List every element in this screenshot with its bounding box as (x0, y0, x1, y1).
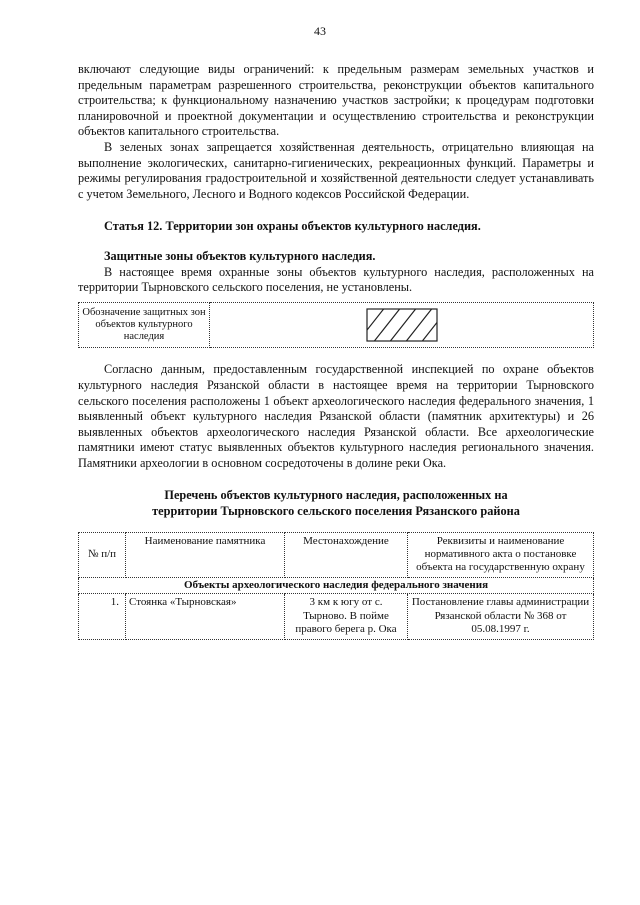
header-requisites: Реквизиты и наименование нормативного акта о постановке объекта на государственную охрану (408, 532, 594, 577)
section-subheading: Защитные зоны объектов культурного наследия. (104, 248, 376, 263)
hatch-pattern-icon (366, 308, 438, 342)
header-num: № п/п (79, 532, 126, 577)
list-title-line-2: территории Тырновского сельского поселения Рязанского района (152, 504, 520, 519)
legend-table (78, 302, 594, 349)
page-number: 43 (314, 24, 326, 38)
paragraph-green-zones: В зеленых зонах запрещается хозяйственная деятельность, отрицательно влияющая на выполнение экологических, санитарно-гигиенических, рекреационных функций. Параметры и режимы регулирования градостроительной и хозяйственной деятельности следует устанавливать с учетом Земельного, Лесного и Водного кодексов Российской Федерации. (78, 139, 594, 201)
row-requisites: Постановление главы администрации Рязанской области № 368 от 05.08.1997 г. (408, 594, 594, 639)
row-num: 1. (79, 594, 126, 639)
heritage-objects-table (78, 532, 594, 640)
table-row (79, 594, 594, 639)
article-heading: Статья 12. Территории зон охраны объектов культурного наследия. (104, 219, 481, 234)
header-name: Наименование памятника (126, 532, 285, 577)
document-body (78, 62, 594, 640)
row-name: Стоянка «Тырновская» (126, 594, 285, 639)
legend-label: Обозначение защитных зон объектов культурного наследия (79, 302, 210, 348)
list-title-line-1: Перечень объектов культурного наследия, расположенных на (164, 488, 508, 503)
row-location: 3 км к югу от с. Тырново. В пойме правого берега р. Ока (285, 594, 408, 639)
paragraph-inspection-data: Согласно данным, предоставленным государственной инспекцией по охране объектов культурного наследия Рязанской области в настоящее время на территории Тырновского сельского поселения расположены 1 объект археологического наследия федерального значения, 1 выявленный объект культурного наследия Рязанской области (памятник архитектуры) и 26 выявленных объектов археологического наследия Рязанской области. Все археологические памятники имеют статус выявленных объектов культурного наследия регионального значения. Памятники археологии в основном сосредоточены в долине реки Ока. (78, 362, 594, 470)
table-header-row (79, 532, 594, 577)
section-label: Объекты археологического наследия федерального значения (79, 577, 594, 593)
paragraph-restrictions: включают следующие виды ограничений: к предельным размерам земельных участков и предельным параметрам разрешенного строительства, реконструкции объектов капитального строительства; к функциональному назначению участков застройки; к процедурам подготовки планировочной и проектной документации и осуществлению строительства и реконструкции объектов капитального строительства. (78, 62, 594, 139)
legend-symbol-cell (210, 302, 594, 348)
paragraph-protection-zones: В настоящее время охранные зоны объектов культурного наследия, расположенных на территории Тырновского сельского поселения, не установлены. (78, 264, 594, 295)
table-section-row (79, 577, 594, 593)
header-location: Местонахождение (285, 532, 408, 577)
